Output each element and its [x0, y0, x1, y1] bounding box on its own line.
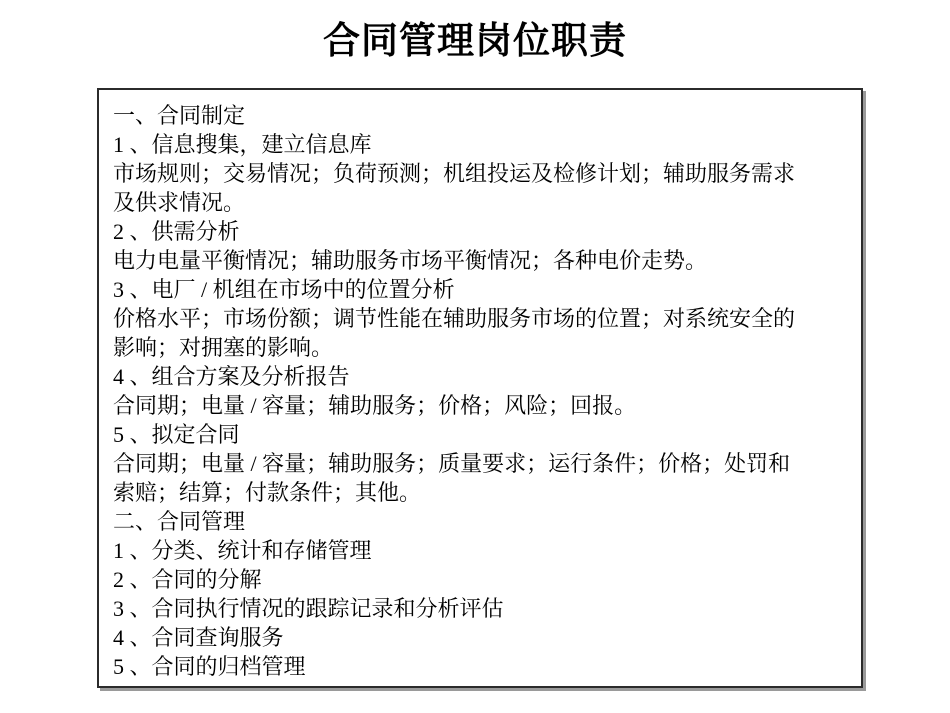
text-line: 2 、供需分析 — [113, 219, 240, 244]
content-box — [97, 88, 863, 688]
text-line: 4 、合同查询服务 — [113, 625, 284, 650]
text-line: 一、合同制定 — [113, 103, 246, 128]
text-line: 3 、合同执行情况的跟踪记录和分析评估 — [113, 596, 504, 621]
text-line: 5 、拟定合同 — [113, 422, 240, 447]
text-line: 5 、合同的归档管理 — [113, 654, 306, 679]
text-line: 影响；对拥塞的影响。 — [113, 335, 334, 360]
text-line: 电力电量平衡情况；辅助服务市场平衡情况；各种电价走势。 — [113, 248, 708, 273]
text-line: 2 、合同的分解 — [113, 567, 262, 592]
text-line: 4 、组合方案及分析报告 — [113, 364, 350, 389]
text-line: 市场规则；交易情况；负荷预测；机组投运及检修计划；辅助服务需求 — [113, 161, 796, 186]
text-line: 合同期；电量 / 容量；辅助服务；价格；风险；回报。 — [113, 393, 637, 418]
text-line: 3 、电厂 / 机组在市场中的位置分析 — [113, 277, 455, 302]
text-line: 1 、信息搜集，建立信息库 — [113, 132, 372, 157]
text-line: 合同期；电量 / 容量；辅助服务；质量要求；运行条件；价格；处罚和 — [113, 451, 791, 476]
text-line: 二、合同管理 — [113, 509, 246, 534]
page-title: 合同管理岗位职责 — [323, 21, 627, 62]
text-line: 1 、分类、统计和存储管理 — [113, 538, 372, 563]
text-lines-container — [113, 101, 855, 681]
text-line: 索赔；结算；付款条件；其他。 — [113, 480, 422, 505]
text-line: 及供求情况。 — [113, 190, 246, 215]
text-line: 价格水平；市场份额；调节性能在辅助服务市场的位置；对系统安全的 — [113, 306, 796, 331]
